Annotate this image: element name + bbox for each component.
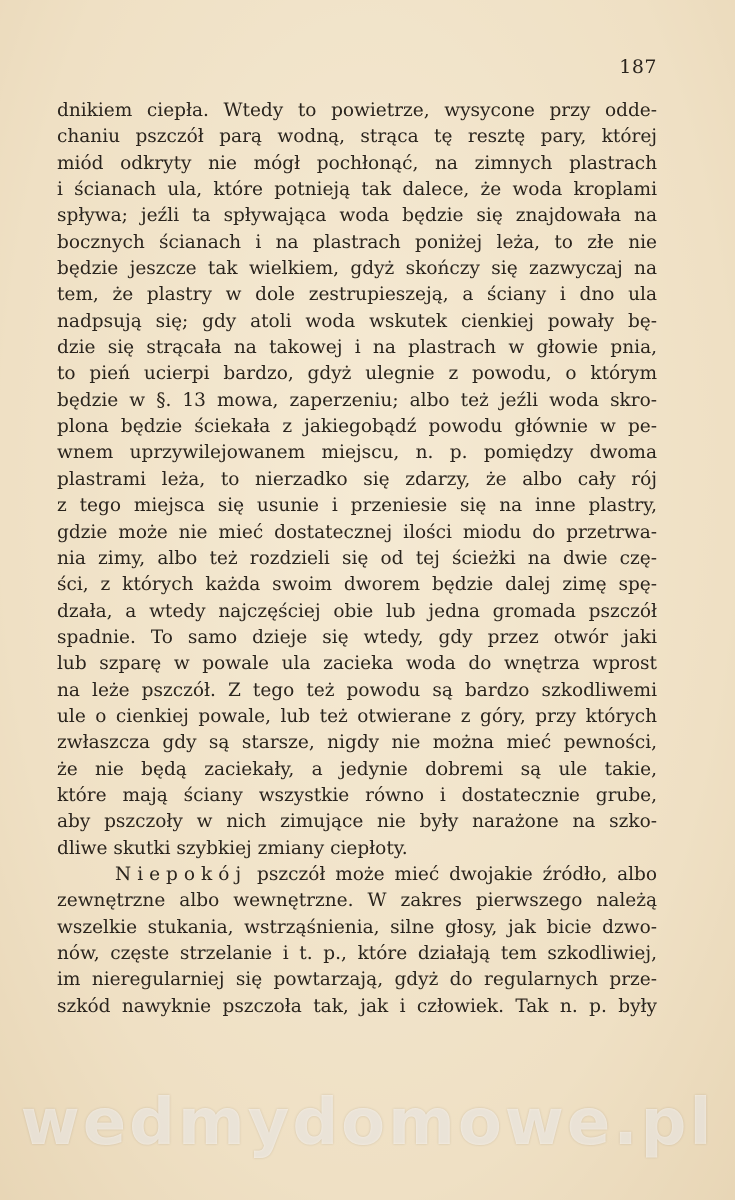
text-line: będzie w §. 13 mowa, zaperzeniu; albo też jeźli woda skro-	[57, 389, 657, 411]
text-line: z tego miejsca się usunie i przeniesie się na inne plastry,	[57, 495, 657, 517]
text-line: tem, że plastry w dole zestrupieszeją, a ściany i dno ula	[57, 284, 657, 306]
text-line: miód odkryty nie mógł pochłonąć, na zimnych plastrach	[57, 152, 657, 174]
text-line: dnikiem ciepła. Wtedy to powietrze, wysycone przy odde-	[57, 100, 657, 121]
text-span: pszczół może mieć dwojakie źródło, albo	[257, 863, 657, 885]
text-line: będzie jeszcze tak wielkiem, gdyż skończy się zazwyczaj na	[57, 258, 657, 280]
watermark: wedmydomowe.pl	[20, 1086, 715, 1160]
page-number: 187	[619, 56, 657, 78]
text-line: im nieregularniej się powtarzają, gdyż do regularnych prze-	[57, 969, 657, 991]
text-line: dzie się strącała na takowej i na plastrach w głowie pnia,	[57, 337, 657, 359]
text-line: dliwe skutki szybkiej zmiany ciepłoty.	[57, 837, 408, 859]
text-line: że nie będą zaciekały, a jedynie dobremi są ule takie,	[57, 758, 657, 780]
text-line: nia zimy, albo też rozdzieli się od tej ścieżki na dwie czę-	[57, 547, 657, 569]
text-line: chaniu pszczół parą wodną, strąca tę resztę pary, której	[57, 126, 657, 148]
text-line: ści, z których każda swoim dworem będzie dalej zimę spę-	[57, 574, 657, 596]
text-line: wnem uprzywilejowanem miejscu, n. p. pomiędzy dwoma	[57, 442, 657, 464]
text-line: nów, częste strzelanie i t. p., które działają tem szkodliwiej,	[57, 943, 657, 964]
text-line: plastrami leża, to nierzadko się zdarzy, że albo cały rój	[57, 468, 657, 490]
text-line: zwłaszcza gdy są starsze, nigdy nie można mieć pewności,	[57, 732, 657, 754]
text-line: plona będzie ściekała z jakiegobądź powodu głównie w pe-	[57, 416, 657, 438]
text-line: ule o cienkiej powale, lub też otwierane z góry, przy których	[57, 705, 657, 727]
spaced-keyword: Niepokój	[115, 863, 248, 885]
text-line: gdzie może nie mieć dostatecznej ilości miodu do przetrwa-	[57, 521, 657, 543]
text-line: na leże pszczół. Z tego też powodu są bardzo szkodliwemi	[57, 679, 657, 701]
body-text	[57, 98, 657, 1020]
paragraph-start-line	[57, 862, 657, 888]
text-line: lub szparę w powale ula zacieka woda do wnętrza wprost	[57, 653, 657, 675]
text-line: spadnie. To samo dzieje się wtedy, gdy przez otwór jaki	[57, 626, 657, 648]
text-line: zewnętrzne albo wewnętrzne. W zakres pierwszego należą	[57, 890, 657, 912]
text-line: szkód nawyknie pszczoła tak, jak i człowiek. Tak n. p. były	[57, 995, 657, 1017]
text-line: spływa; jeźli ta spływająca woda będzie się znajdowała na	[57, 205, 657, 227]
text-line: aby pszczoły w nich zimujące nie były narażone na szko-	[57, 811, 657, 833]
text-line: wszelkie stukania, wstrząśnienia, silne głosy, jak bicie dzwo-	[57, 916, 657, 938]
text-line: i ścianach ula, które potnieją tak dalece, że woda kroplami	[57, 179, 657, 201]
text-line: nadpsują się; gdy atoli woda wskutek cienkiej powały bę-	[57, 310, 657, 332]
text-line: dzała, a wtedy najczęściej obie lub jedna gromada pszczół	[57, 600, 657, 622]
text-line: bocznych ścianach i na plastrach poniżej leża, to złe nie	[57, 231, 657, 253]
text-line: to pień ucierpi bardzo, gdyż ulegnie z powodu, o którym	[57, 363, 657, 385]
text-line: które mają ściany wszystkie równo i dostatecznie grube,	[57, 784, 657, 806]
